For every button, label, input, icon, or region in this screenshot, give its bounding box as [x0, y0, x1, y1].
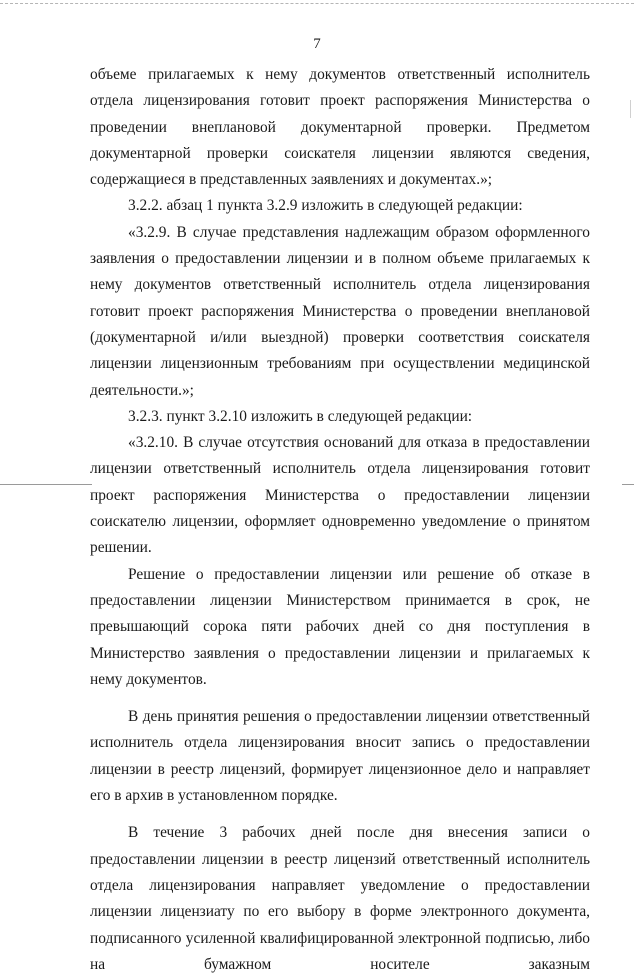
paragraph-registry-entry: В день принятия решения о предоставлении лицензии ответственный исполнитель отдела лицензирования вносит запись о предоставлении лицензии в реестр лицензий, формирует лицензионное дело и направляет его в архив в установленном порядке. [90, 708, 590, 805]
document-body [90, 62, 590, 978]
paragraph-continuation: объеме прилагаемых к нему документов ответственный исполнитель отдела лицензирования готовит проект распоряжения Министерства о проведении внеплановой документарной проверки. Предметом документарной проверки соискателя лицензии являются сведения, содержащиеся в представленных заявлениях и документах.»; [90, 66, 590, 189]
paragraph-item-3-2-3: 3.2.3. пункт 3.2.10 изложить в следующей редакции: [128, 407, 473, 425]
margin-fold-line-left [0, 484, 92, 485]
paragraph-quote-3-2-10: «3.2.10. В случае отсутствия оснований для отказа в предоставлении лицензии ответственный исполнитель отдела лицензирования готовит проект распоряжения Министерства о предоставлении лицензии соискателю лицензии, оформляет одновременно уведомление о принятом решении. [90, 434, 590, 557]
paragraph-notification: В течение 3 рабочих дней после дня внесения записи о предоставлении лицензии в реестр лицензий ответственный исполнитель отдела лицензирования направляет уведомление о предоставлении лицензии лицензиату по его выбору в форме электронного документа, подписанного усиленной квалифицированной электронной подписью, либо на бумажном носителе заказным [90, 824, 590, 973]
edge-scan-mark [630, 100, 631, 118]
page-number: 7 [313, 36, 321, 52]
paragraph-quote-3-2-9: «3.2.9. В случае представления надлежащим образом оформленного заявления о предоставлении лицензии и в полном объеме прилагаемых к нему документов ответственный исполнитель отдела лицензирования готовит проект распоряжения Министерства о проведении внеплановой (документарной и/или выездной) проверки соответствия соискателя лицензии лицензионным требованиям при осуществлении медицинской деятельности.»; [90, 223, 590, 399]
paragraph-decision-deadline: Решение о предоставлении лицензии или решение об отказе в предоставлении лицензии Министерством принимается в срок, не превышающий сорока пяти рабочих дней со дня поступления в Министерство заявления о предоставлении лицензии и прилагаемых к нему документов. [90, 565, 590, 688]
paragraph-item-3-2-2: 3.2.2. абзац 1 пункта 3.2.9 изложить в следующей редакции: [128, 197, 523, 215]
top-scan-rule [0, 3, 634, 4]
margin-fold-line-right [622, 484, 634, 485]
